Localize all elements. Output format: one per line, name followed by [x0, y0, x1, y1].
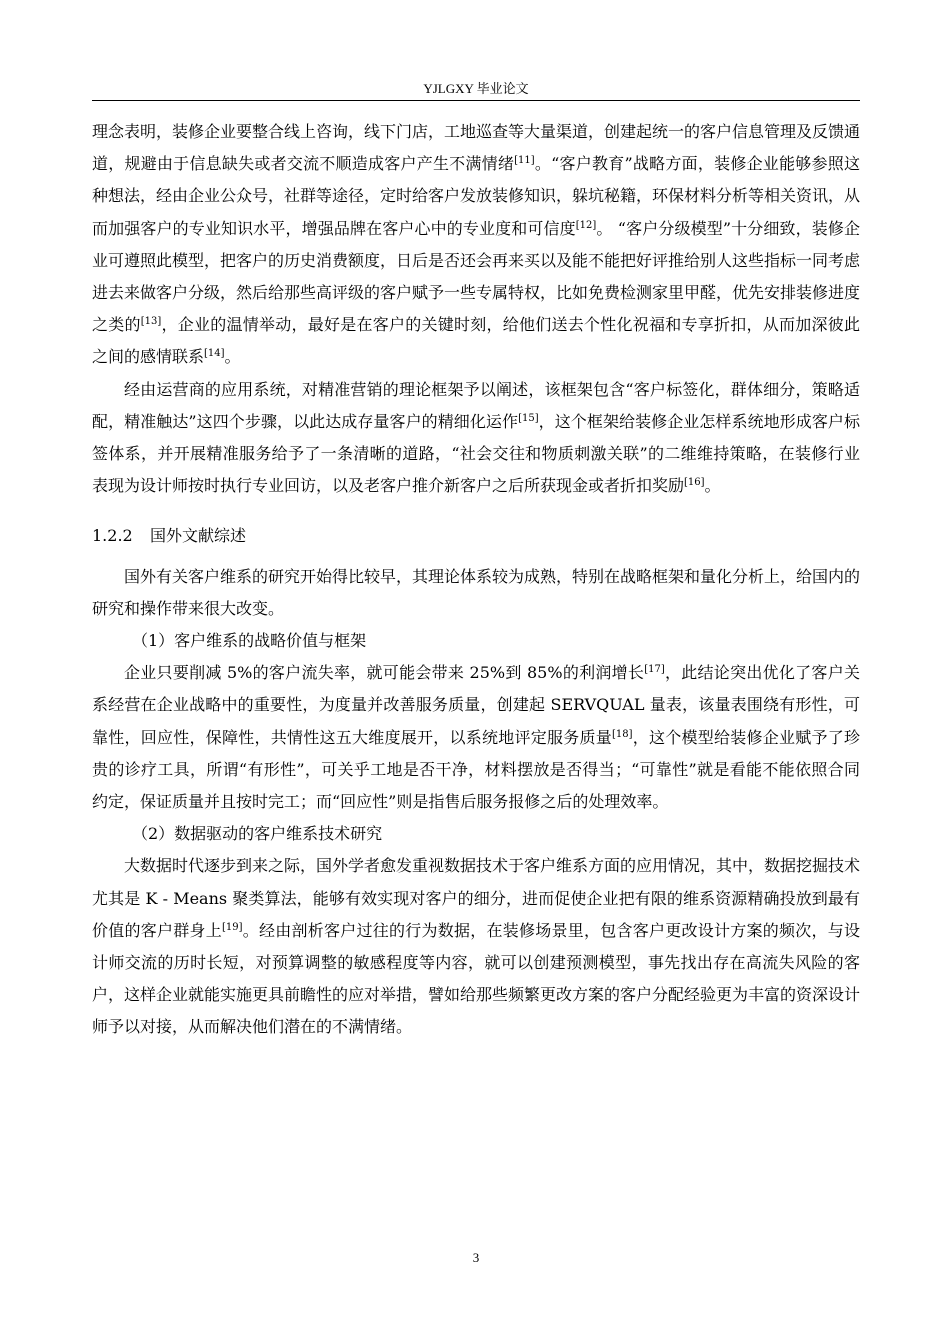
paragraph-2 [92, 374, 860, 503]
paragraph-5 [92, 850, 860, 1043]
citation-19: [19] [222, 921, 243, 933]
paragraph-text: ，此结论突出优化了客户关系经营在企业战略中的重要性，为度量并改善服务质量，创建起 SERVQUAL 量表，该量表围绕有形性，可靠性，回应性，保障性，共情性这五大维度展开，以系统地评定服务质量 [92, 663, 860, 747]
page-number: 3 [472, 1250, 480, 1265]
citation-12: [12] [575, 219, 597, 231]
paragraph-4 [92, 657, 860, 818]
running-header: YJLGXY 毕业论文 [423, 81, 529, 96]
page-body [92, 116, 860, 1044]
paragraph-text: 。 “客户分级模型”十分细致，装修企业可遵照此模型，把客户的历史消费额度，日后是否还会再来买以及能不能把好评推给别人这些指标一同考虑进去来做客户分级，然后给那些高评级的客户赋予一些专属特权，比如免费检测家里甲醛，优先安排装修进度之类的 [92, 218, 861, 335]
header-rule [92, 100, 860, 101]
citation-18: [18] [611, 728, 633, 740]
citation-14: [14] [204, 348, 225, 360]
paragraph-text: 。 [224, 347, 241, 367]
paragraph-text: ，企业的温情举动，最好是在客户的关键时刻，给他们送去个性化祝福和专享折扣，从而加深彼此之间的感情联系 [92, 315, 860, 367]
citation-16: [16] [684, 477, 705, 489]
section-title: 国外文献综述 [150, 526, 247, 546]
paragraph-text: 大数据时代逐步到来之际，国外学者愈发重视数据技术于客户维系方面的应用情况，其中，数据挖掘技术尤其是 K - Means 聚类算法，能够有效实现对客户的细分，进而促使企业把有限的维系资源精确投放到最有价值的客户群身上 [92, 856, 861, 940]
section-number: 1.2.2 [92, 526, 133, 546]
paragraph-text: 经由运营商的应用系统，对精准营销的理论框架予以阐述，该框架包含“客户标签化，群体细分，策略适配，精准触达”这四个步骤，以此达成存量客户的精细化运作 [92, 379, 860, 431]
citation-13: [13] [140, 316, 162, 328]
paragraph-text: ，这个模型给装修企业赋予了珍贵的诊疗工具，所谓“有形性”，可关乎工地是否干净，材料摆放是否得当；“可靠性”就是看能不能依照合同约定，保证质量并且按时完工；而“回应性”则是指售后服务报修之后的处理效率。 [92, 727, 860, 812]
section-heading [92, 520, 860, 552]
citation-11: [11] [514, 155, 535, 167]
paragraph-text: 。 [704, 476, 721, 496]
paragraph-text: 企业只要削减 5%的客户流失率，就可能会带来 25%到 85%的利润增长 [124, 663, 645, 683]
paragraph-3: 国外有关客户维系的研究开始得比较早，其理论体系较为成熟，特别在战略框架和量化分析上，给国内的研究和操作带来很大改变。 [92, 566, 861, 618]
paragraph-text: 理念表明，装修企业要整合线上咨询，线下门店，工地巡查等大量渠道，创建起统一的客户信息管理及反馈通道，规避由于信息缺失或者交流不顺造成客户产生不满情绪 [92, 122, 861, 174]
paragraph-text: ，这个框架给装修企业怎样系统地形成客户标签体系，并开展精准服务给予了一条清晰的道路，“社会交往和物质刺激关联”的二维维持策略，在装修行业表现为设计师按时执行专业回访，以及老客户推介新客户之后所获现金或者折扣奖励 [92, 411, 860, 496]
paragraph-text: 。经由剖析客户过往的行为数据，在装修场景里，包含客户更改设计方案的频次，与设计师交流的历时长短，对预算调整的敏感程度等内容，就可以创建预测模型，事先找出存在高流失风险的客户，这样企业就能实施更具前瞻性的应对举措，譬如给那些频繁更改方案的客户分配经验更为丰富的资深设计师予以对接，从而解决他们潜在的不满情绪。 [92, 920, 861, 1037]
subheading-1: （1）客户维系的战略价值与框架 [132, 631, 367, 651]
subheading-2: （2）数据驱动的客户维系技术研究 [132, 824, 383, 844]
paragraph-text: 。“客户教育”战略方面，装修企业能够参照这种想法，经由企业公众号，社群等途径，定时给客户发放装修知识，躲坑秘籍，环保材料分析等相关资讯，从而加强客户的专业知识水平，增强品牌在客户心中的专业度和可信度 [92, 154, 861, 238]
citation-15: [15] [518, 412, 539, 424]
citation-17: [17] [644, 664, 665, 676]
paragraph-1 [92, 116, 860, 374]
